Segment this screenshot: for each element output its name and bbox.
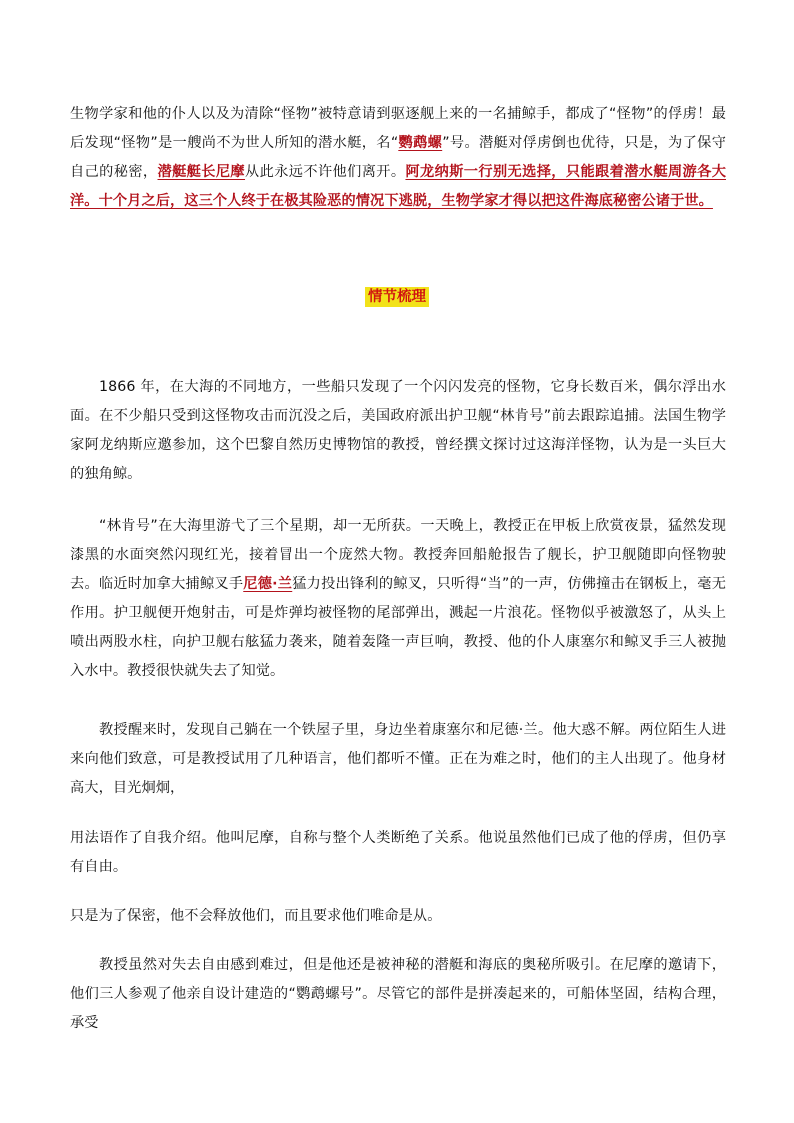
summary-text-1: 生物学家和他的仆人以及为清除“怪物”被特意请到驱逐舰上来的一名捕鲸手，都成了“怪物”的俘虏！最后发现“怪物”是一艘尚不为世人所知的潜水艇，名“ bbox=[70, 106, 726, 151]
summary-ending-highlight: 阿龙纳斯一行别无选择，只能跟着潜水艇周游各大洋。十个月之后，这三个人终于在极其险恶的情况下逃脱，生物学家才得以把这件海底秘密公诸于世。 bbox=[70, 164, 726, 209]
section-heading: 情节梳理 bbox=[365, 287, 429, 307]
harpooner-name: 尼德·兰 bbox=[243, 576, 293, 592]
plot-paragraph-3: 教授醒来时，发现自己躺在一个铁屋子里，身边坐着康塞尔和尼德·兰。他大惑不解。两位陌生人进来向他们致意，可是教授试用了几种语言，他们都听不懂。正在为难之时，他们的主人出现了。他身材高大，目光炯炯， bbox=[70, 722, 726, 796]
plot-paragraph-1: 1866 年，在大海的不同地方，一些船只发现了一个闪闪发亮的怪物，它身长数百米，偶尔浮出水面。在不少船只受到这怪物攻击而沉没之后，美国政府派出护卫舰“林肯号”前去跟踪追捕。法国生物学家阿龙纳斯应邀参加，这个巴黎自然历史博物馆的教授，曾经撰文探讨过这海洋怪物，认为是一头巨大的独角鲸。 bbox=[70, 379, 726, 482]
plot-paragraph-6: 教授虽然对失去自由感到难过，但是他还是被神秘的潜艇和海底的奥秘所吸引。在尼摩的邀请下，他们三人参观了他亲自设计建造的“鹦鹉螺号”。尽管它的部件是拼凑起来的，可船体坚固，结构合理，承受 bbox=[70, 957, 726, 1031]
summary-paragraph bbox=[70, 100, 726, 216]
section-heading-wrap bbox=[0, 286, 794, 307]
plot-paragraph-2-text-1: “林肯号”在大海里游弋了三个星期，却一无所获。一天晚上，教授正在甲板上欣赏夜景，猛然发现漆黑的水面突然闪现红光，接着冒出一个庞然大物。教授奔回船舱报告了舰长，护卫舰随即向怪物驶去。临近时加拿大捕鲸叉手 bbox=[70, 518, 726, 592]
submarine-name: 鹦鹉螺 bbox=[398, 135, 443, 151]
summary-text-3: 从此永远不许他们离开。 bbox=[245, 164, 406, 180]
plot-paragraph-2-text-2: 猛力投出锋利的鲸叉，只听得“当”的一声，仿佛撞击在钢板上，毫无作用。护卫舰便开炮射击，可是炸弹均被怪物的尾部弹出，溅起一片浪花。怪物似乎被激怒了，从头上喷出两股水柱，向护卫舰右舷猛力袭来，随着轰隆一声巨响，教授、他的仆人康塞尔和鲸叉手三人被抛入水中。教授很快就失去了知觉。 bbox=[70, 576, 726, 679]
plot-paragraph-5: 只是为了保密，他不会释放他们，而且要求他们唯命是从。 bbox=[70, 908, 442, 924]
plot-paragraph-4: 用法语作了自我介绍。他叫尼摩，自称与整个人类断绝了关系。他说虽然他们已成了他的俘虏，但仍享有自由。 bbox=[70, 830, 726, 875]
captain-name: 潜艇艇长尼摩 bbox=[157, 164, 246, 180]
summary-text-2: ”号。潜艇对俘虏倒也优待，只是，为了保守自己的秘密， bbox=[70, 135, 726, 180]
plot-paragraph-2 bbox=[70, 512, 726, 686]
